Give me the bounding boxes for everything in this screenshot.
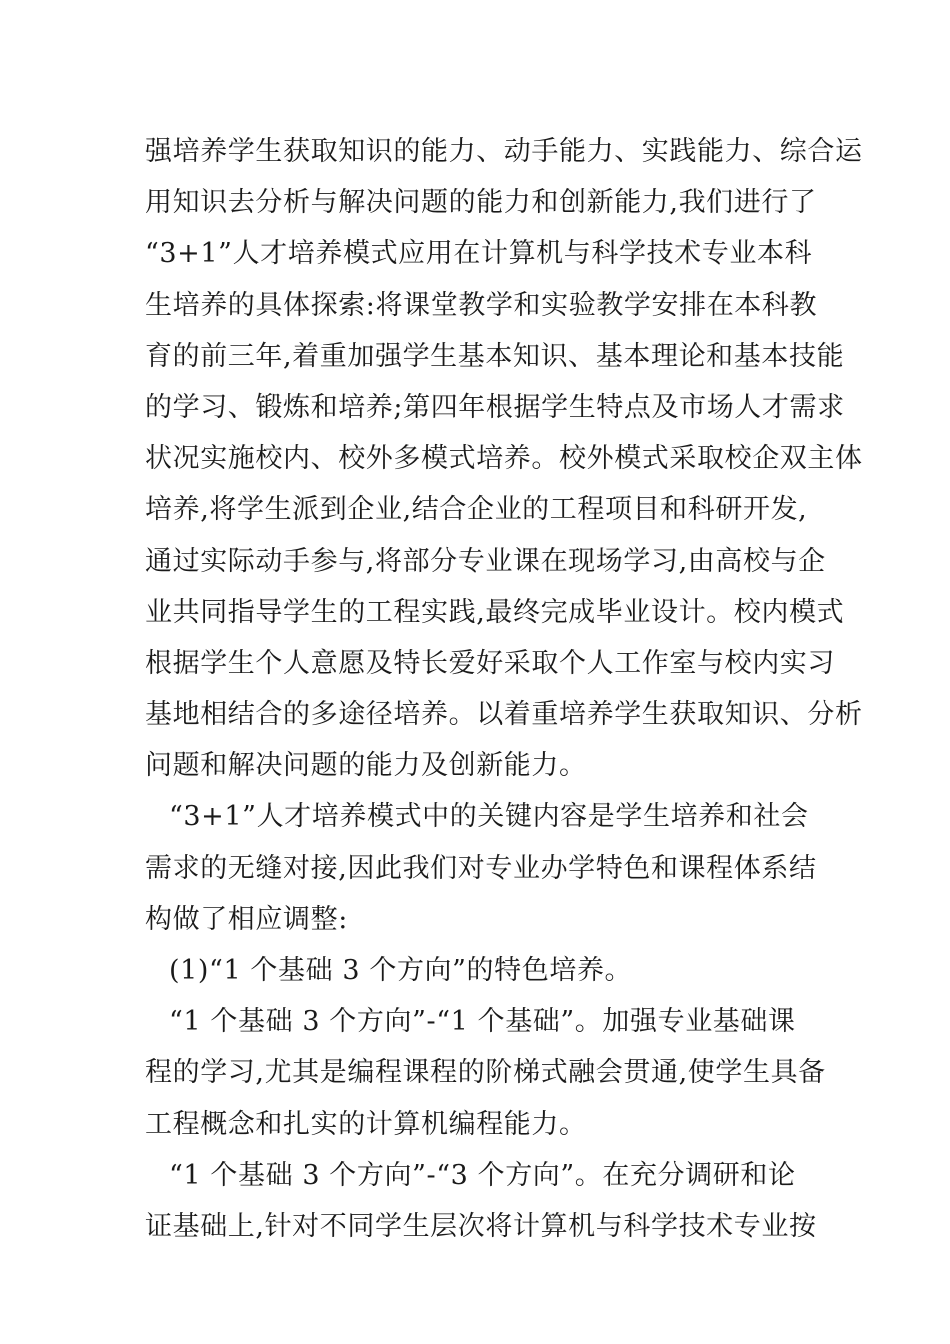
text-line: 工程概念和扎实的计算机编程能力。 [145, 1108, 587, 1140]
text-line: “3+1”人才培养模式中的关键内容是学生培养和社会 [169, 801, 809, 833]
text-line: “3+1”人才培养模式应用在计算机与科学技术专业本科 [145, 238, 813, 270]
text-line: 通过实际动手参与,将部分专业课在现场学习,由高校与企 [145, 545, 826, 577]
text-line: 程的学习,尤其是编程课程的阶梯式融会贯通,使学生具备 [145, 1057, 826, 1089]
text-line: 问题和解决问题的能力及创新能力。 [145, 750, 587, 782]
text-line: (1)“1 个基础 3 个方向”的特色培养。 [169, 955, 633, 986]
text-line: 构做了相应调整: [145, 903, 348, 935]
text-line: 根据学生个人意愿及特长爱好采取个人工作室与校内实习 [145, 647, 835, 679]
text-line: 证基础上,针对不同学生层次将计算机与科学技术专业按 [145, 1210, 817, 1242]
text-line: 基地相结合的多途径培养。以着重培养学生获取知识、分析 [145, 699, 863, 731]
text-line: 育的前三年,着重加强学生基本知识、基本理论和基本技能 [145, 340, 845, 372]
text-line: 生培养的具体探索:将课堂教学和实验教学安排在本科教 [145, 289, 818, 321]
body-text [145, 126, 863, 1252]
text-line: 业共同指导学生的工程实践,最终完成毕业设计。校内模式 [145, 596, 845, 628]
text-line: 需求的无缝对接,因此我们对专业办学特色和课程体系结 [145, 852, 817, 884]
text-line: 培养,将学生派到企业,结合企业的工程项目和科研开发, [145, 494, 808, 526]
text-line: 的学习、锻炼和培养;第四年根据学生特点及市场人才需求 [145, 391, 845, 423]
text-line: 强培养学生获取知识的能力、动手能力、实践能力、综合运 [145, 136, 863, 167]
text-line: “1 个基础 3 个方向”-“3 个方向”。在充分调研和论 [169, 1159, 796, 1191]
text-line: 状况实施校内、校外多模式培养。校外模式采取校企双主体 [145, 443, 863, 475]
text-line: 用知识去分析与解决问题的能力和创新能力,我们进行了 [145, 187, 817, 219]
text-line: “1 个基础 3 个方向”-“1 个基础”。加强专业基础课 [169, 1006, 796, 1038]
